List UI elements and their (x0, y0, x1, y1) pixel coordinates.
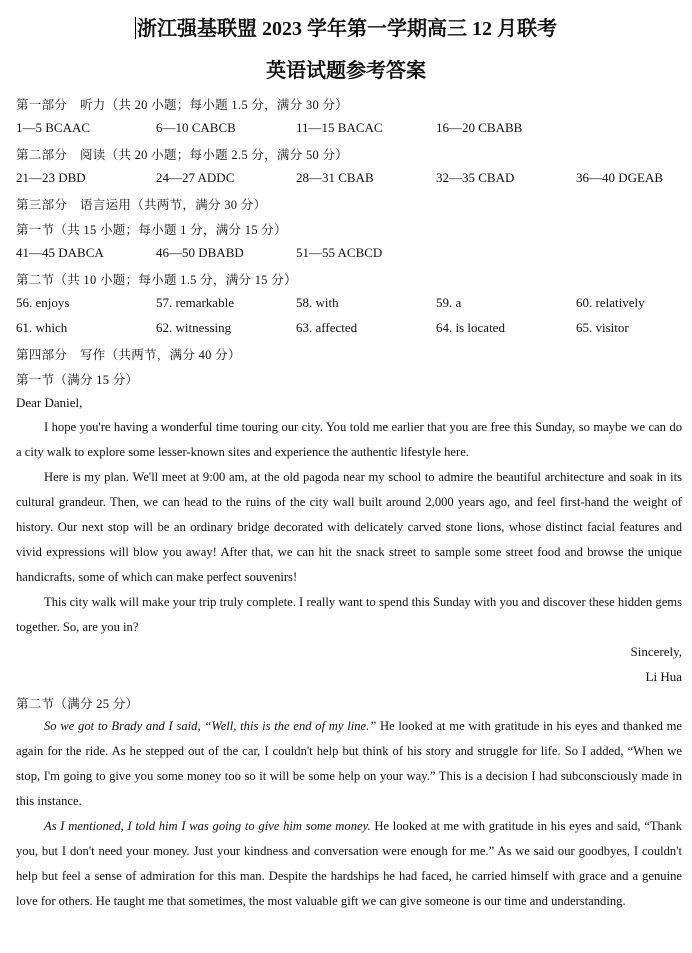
answer-group: 46—50 DBABD (156, 245, 244, 260)
cloze-answer: 62. witnessing (156, 320, 232, 335)
document-title (0, 12, 692, 41)
cloze-answer: 63. affected (296, 320, 358, 335)
answer-group: 36—40 DGEAB (576, 170, 664, 185)
letter-paragraph: Here is my plan. We'll meet at 9:00 am, at the old pagoda near my school to admire the beautiful architecture and soak in its cultural grandeur. Then, we can head to the ruins of the city wall built around 2,000 years ago, and feel first-hand the weight of history. Our next stop will be an ordinary bridge decorated with delicately carved stone lions, whose distinct facial features and vivid expressions will blow you away! After that, we can hit the snack street to sample some street food and browse the unique handicrafts, some of which can make perfect souvenirs! (16, 470, 682, 584)
part3-section2-header: 第二节（共 10 小题；每小题 1.5 分，满分 15 分） (16, 273, 297, 287)
answer-group: 28—31 CBAB (296, 170, 374, 185)
cloze-answer: 59. a (436, 295, 462, 310)
answer-group: 51—55 ACBCD (296, 245, 383, 260)
cloze-answer: 64. is located (436, 320, 505, 335)
answer-group: 11—15 BACAC (296, 120, 383, 135)
cloze-answer: 57. remarkable (156, 295, 234, 310)
answer-group: 6—10 CABCB (156, 120, 236, 135)
story-lead-sentence: So we got to Brady and I said, “Well, this is the end of my line.” (44, 719, 377, 733)
part4-header: 第四部分 写作（共两节，满分 40 分） (16, 348, 241, 362)
document-subtitle: 英语试题参考答案 (266, 60, 426, 82)
letter-paragraph: I hope you're having a wonderful time touring our city. You told me earlier that you are free this Sunday, so maybe we can do a city walk to explore some lesser-known sites and experience the authentic lifestyle here. (16, 420, 682, 459)
title-text: 浙江强基联盟 2023 学年第一学期高三 12 月联考 (137, 18, 557, 40)
letter-paragraph: This city walk will make your trip truly complete. I really want to spend this Sunday with you and discover these hidden gems together. So, are you in? (16, 595, 682, 634)
letter-signature: Li Hua (645, 669, 682, 684)
answer-group: 41—45 DABCA (16, 245, 104, 260)
part4-section2-header: 第二节（满分 25 分） (16, 697, 139, 711)
letter-salutation: Dear Daniel, (16, 395, 83, 410)
cloze-answer: 65. visitor (576, 320, 629, 335)
answer-group: 1—5 BCAAC (16, 120, 91, 135)
cloze-answer: 61. which (16, 320, 68, 335)
cloze-answer: 60. relatively (576, 295, 645, 310)
part1-header: 第一部分 听力（共 20 小题；每小题 1.5 分，满分 30 分） (16, 98, 349, 112)
story-continuation: He looked at me with gratitude in his eyes and thanked me again for the ride. As he stepped out of the car, I couldn't help but think of his story and struggle for life. So I added, “When we stop, I'm going to give you some money too so it will be some help on your way.” This is a decision I had subconsciously made in this instance. (16, 719, 683, 808)
part2-header: 第二部分 阅读（共 20 小题；每小题 2.5 分，满分 50 分） (16, 148, 349, 162)
answer-group: 24—27 ADDC (156, 170, 235, 185)
text-cursor (135, 17, 136, 39)
part4-section1-header: 第一节（满分 15 分） (16, 373, 139, 387)
story-paragraph (16, 714, 682, 814)
letter-closing: Sincerely, (630, 644, 682, 659)
answer-group: 32—35 CBAD (436, 170, 515, 185)
story-continuation: He looked at me with gratitude in his eyes and said, “Thank you, but I don't need your money. Just your kindness and conversation were enough for me.” As we said our goodbyes, I couldn't help but feel a sense of admiration for this man. Despite the hardships he had faced, he carried himself with grace and a genuine love for others. He taught me that sometimes, the most valuable gift we can give someone is our time and understanding. (16, 819, 682, 908)
cloze-answer: 58. with (296, 295, 339, 310)
answer-group: 21—23 DBD (16, 170, 86, 185)
story-lead-sentence: As I mentioned, I told him I was going to give him some money. (44, 819, 371, 833)
story-paragraph (16, 814, 682, 914)
part3-section1-header: 第一节（共 15 小题；每小题 1 分，满分 15 分） (16, 223, 287, 237)
part3-header: 第三部分 语言运用（共两节，满分 30 分） (16, 198, 267, 212)
answer-group: 16—20 CBABB (436, 120, 523, 135)
cloze-answer: 56. enjoys (16, 295, 70, 310)
